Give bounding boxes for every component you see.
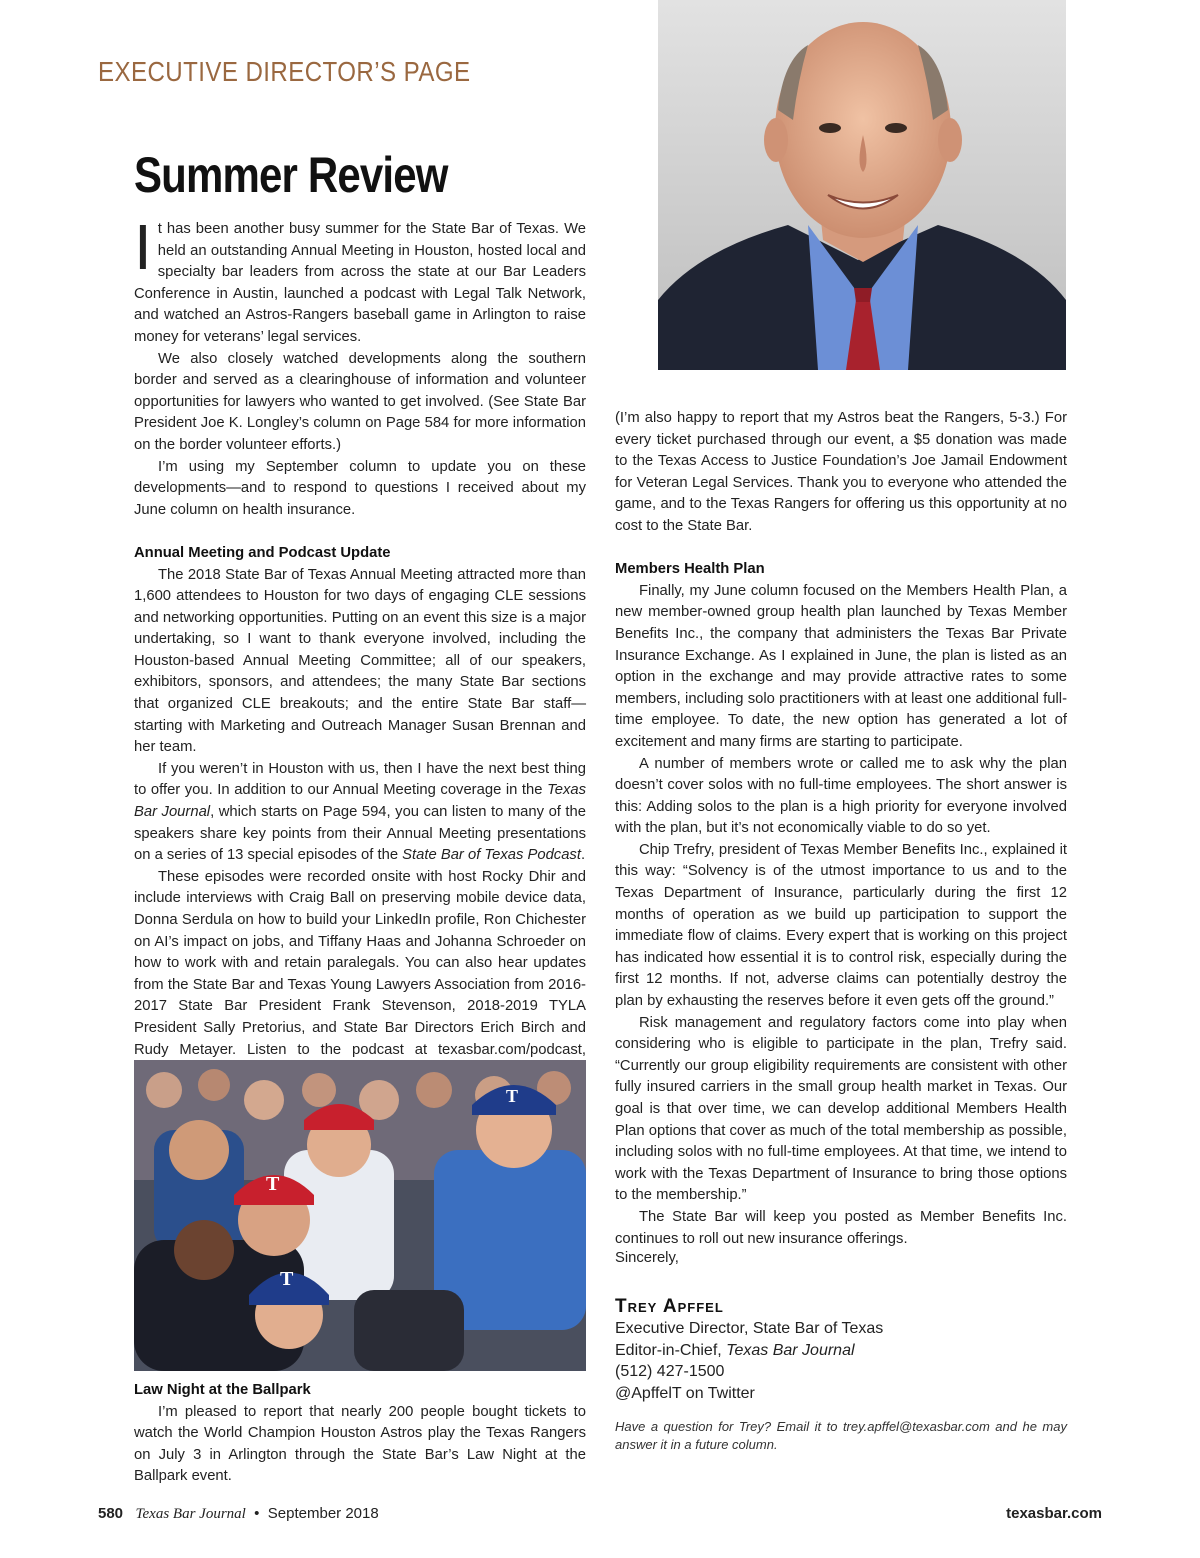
- journal-name: Texas Bar Journal: [135, 1506, 246, 1522]
- page-footer: [98, 1505, 1102, 1525]
- svg-text:T: T: [266, 1173, 280, 1195]
- issue-date: September 2018: [267, 1505, 379, 1522]
- body-paragraph: We also closely watched developments along the southern border and served as a clearinghouse of information and volunteer opportunities for lawyers who wanted to get involved. (See State Bar President Joe K. Longley’s column on Page 584 for more information on the border volunteer efforts.): [134, 350, 586, 453]
- page-number: 580: [98, 1505, 124, 1522]
- portrait-photo: [658, 0, 1066, 370]
- body-paragraph: A number of members wrote or called me to ask why the plan doesn’t cover solos with no full-time employees. The short answer is this: Adding solos to the plan is a high priority for everyone involved with the plan, but it’s not economically viable to do so yet.: [615, 755, 1067, 837]
- drop-cap: I: [134, 211, 152, 283]
- author-title-2: Editor-in-Chief, Texas Bar Journal: [615, 1341, 855, 1359]
- column-right: [615, 408, 1067, 1250]
- body-paragraph: If you weren’t in Houston with us, then I have the next best thing to offer you. In addition to our Annual Meeting coverage in the Texas Bar Journal, which starts on Page 594, you can listen to many of the speakers share key points from their Annual Meeting presentations on a series of 13 special episodes of the State Bar of Texas Podcast.: [134, 760, 586, 864]
- footer-bullet: •: [254, 1505, 260, 1522]
- author-twitter: @ApffelT on Twitter: [615, 1384, 755, 1402]
- author-name: Trey Apffel: [615, 1296, 724, 1317]
- column-left: [134, 211, 586, 1083]
- reader-question-note: Have a question for Trey? Email it to trey.apffel@texasbar.com and he may answer it in a future column.: [615, 1419, 1067, 1452]
- body-paragraph: These episodes were recorded onsite with host Rocky Dhir and include interviews with Craig Ball on preserving mobile device data, Donna Serdula on how to build your LinkedIn profile, Ron Chichester on AI’s impact on jobs, and Tiffany Haas and Johanna Schroeder on how to work with and retain paralegals. You can also hear updates from the State Bar and Texas Young Lawyers Association from 2016-2017 State Bar President Frank Stevenson, 2018-2019 TYLA President Sally Pretorius, and State Bar Directors Erich Birch and Rudy Metayer. Listen to the podcast at texasbar.com/podcast,: [134, 868, 586, 1058]
- section-heading-health-plan: Members Health Plan: [615, 561, 765, 578]
- body-paragraph: (I’m also happy to report that my Astros beat the Rangers, 5-3.) For every ticket purchased through our event, a $5 donation was made to the Texas Access to Justice Foundation’s Joe Jamail Endowment for Veteran Legal Services. Thank you to everyone who attended the game, and to the Texas Rangers for offering us this opportunity at no cost to the State Bar.: [615, 410, 1067, 534]
- body-paragraph: The 2018 State Bar of Texas Annual Meeting attracted more than 1,600 attendees to Houston for two days of engaging CLE sessions and networking opportunities. Putting on an event this size is a major undertaking, so I want to thank everyone involved, including the Houston-based Annual Meeting Committee; all of our speakers, exhibitors, sponsors, and attendees; the many State Bar sections that organized CLE breakouts; and the entire State Bar staff—starting with Marketing and Outreach Manager Susan Brennan and her team.: [134, 566, 586, 756]
- body-paragraph: Risk management and regulatory factors come into play when considering who is eligible to participate in the plan, Trefry said. “Currently our group eligibility requirements are consistent with other fully insured carriers in the small group health market in Texas. Our goal is that over time, we can develop additional Members Health Plan options that cover as much of the total membership as possible, including solos with no full-time employees. At that time, we intend to work with the Texas Department of Insurance to bring those options to the membership.”: [615, 1014, 1067, 1204]
- section-label: EXECUTIVE DIRECTOR’S PAGE: [98, 56, 471, 87]
- closing: Sincerely,: [615, 1250, 679, 1266]
- svg-text:T: T: [506, 1086, 519, 1106]
- signoff: [615, 1250, 1067, 1454]
- ballpark-section: [134, 1380, 586, 1488]
- footer-site: texasbar.com: [1006, 1505, 1102, 1522]
- page-title: Summer Review: [134, 147, 448, 203]
- svg-text:T: T: [280, 1268, 294, 1290]
- section-heading-annual-meeting: Annual Meeting and Podcast Update: [134, 544, 391, 561]
- author-title: Executive Director, State Bar of Texas: [615, 1320, 884, 1337]
- body-paragraph: Chip Trefry, president of Texas Member Benefits Inc., explained it this way: “Solvency is of the utmost importance to us and to the Texas Department of Insurance, particularly during the first 12 months of operation as we build up participation to support the immediate flow of claims. Every expert that is working on this project has indicated how essential it is to control risk, especially during the first 12 months. If not, adverse claims can potentially destroy the plan by exhausting the reserves before it even gets off the ground.”: [615, 841, 1067, 1010]
- body-paragraph: I’m using my September column to update you on these developments—and to respond to questions I received about my June column on health insurance.: [134, 458, 586, 518]
- intro-paragraph: It has been another busy summer for the State Bar of Texas. We held an outstanding Annual Meeting in Houston, hosted local and specialty bar leaders from across the state at our Bar Leaders Conference in Austin, launched a podcast with Legal Talk Network, and watched an Astros-Rangers baseball game in Arlington to raise money for veterans’ legal services.: [134, 211, 586, 345]
- crowd-photo: [134, 1060, 586, 1371]
- body-paragraph: The State Bar will keep you posted as Member Benefits Inc. continues to roll out new insurance offerings.: [615, 1208, 1067, 1247]
- body-paragraph: I’m pleased to report that nearly 200 people bought tickets to watch the World Champion Houston Astros play the Texas Rangers on July 3 in Arlington through the State Bar’s Law Night at the Ballpark event.: [134, 1403, 586, 1485]
- body-paragraph: Finally, my June column focused on the Members Health Plan, a new member-owned group health plan launched by Texas Member Benefits Inc., the company that administers the Texas Bar Private Insurance Exchange. As I explained in June, the plan is listed as an option in the exchange and may provide attractive rates to some members, including solo practitioners with at least one additional full-time employee. To date, the new option has generated a lot of excitement and many firms are starting to participate.: [615, 582, 1067, 750]
- author-phone: (512) 427-1500: [615, 1363, 725, 1380]
- section-heading-ballpark: Law Night at the Ballpark: [134, 1382, 311, 1398]
